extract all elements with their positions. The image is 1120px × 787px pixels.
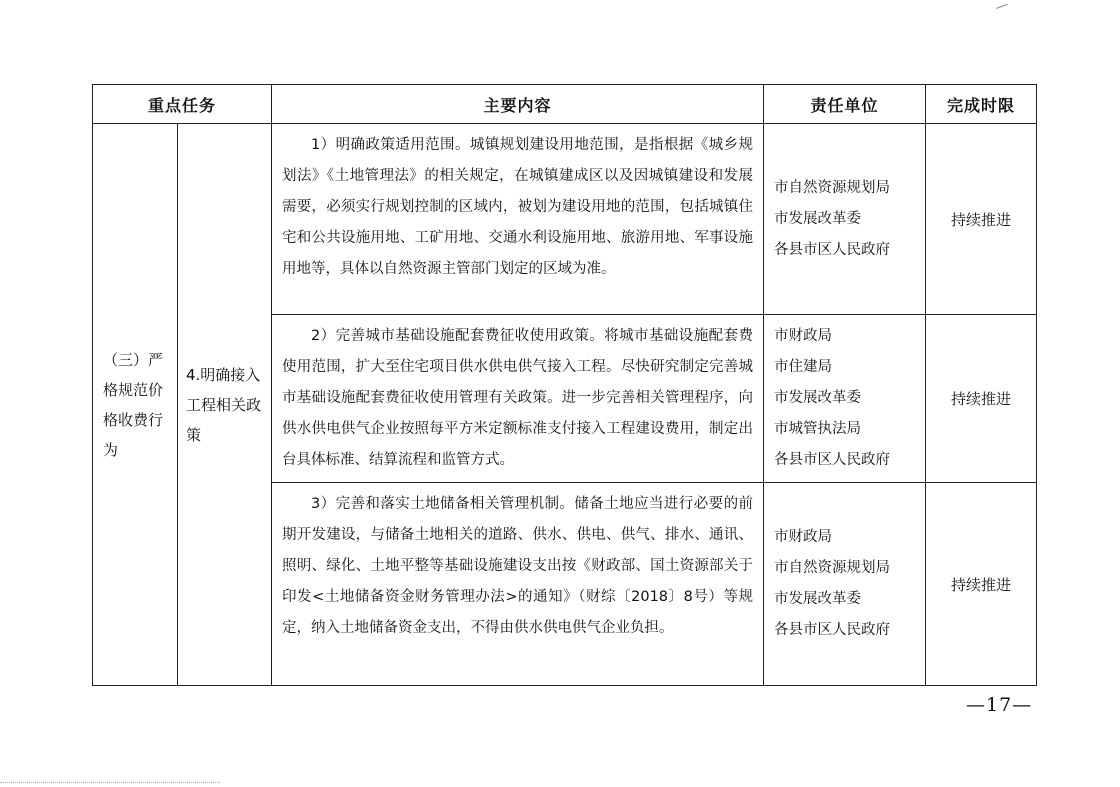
task-main-cell: （三）严格规范价格收费行为 xyxy=(93,124,178,686)
content-cell xyxy=(272,315,764,483)
unit-line: 市发展改革委 xyxy=(774,390,862,406)
content-text: 2）完善城市基础设施配套费征收使用政策。将城市基础设施配套费使用范围，扩大至住宅项目供水供电供气接入工程。尽快研究制定完善城市基础设施配套费征收使用管理有关政策。进一步完善相关管理程序，向供水供电供气企业按照每平方米定额标准支付接入工程建设费用，制定出台具体标准、结算流程和监管方式。 xyxy=(282,328,754,468)
content-cell xyxy=(272,483,764,686)
unit-line: 市财政局 xyxy=(774,328,833,344)
unit-cell xyxy=(764,483,926,686)
unit-line: 市自然资源规划局 xyxy=(774,560,891,576)
header-deadline: 完成时限 xyxy=(926,85,1037,124)
header-content: 主要内容 xyxy=(272,85,764,124)
content-cell xyxy=(272,124,764,315)
content-text: 1）明确政策适用范围。城镇规划建设用地范围，是指根据《城乡规划法》《土地管理法》的相关规定，在城镇建成区以及因城镇建设和发展需要，必须实行规划控制的区域内，被划为建设用地的范围，包括城镇住宅和公共设施用地、工矿用地、交通水利设施用地、旅游用地、军事设施用地等，具体以自然资源主管部门划定的区域为准。 xyxy=(282,137,754,277)
unit-line: 各县市区人民政府 xyxy=(774,241,891,258)
unit-line: 市自然资源规划局 xyxy=(774,179,891,196)
scan-artifact xyxy=(994,0,1008,9)
content-text: 3）完善和落实土地储备相关管理机制。储备土地应当进行必要的前期开发建设，与储备土地相关的道路、供水、供电、供气、排水、通讯、照明、绿化、土地平整等基础设施建设支出按《财政部、国土资源部关于印发<土地储备资金财务管理办法>的通知》（财综〔2018〕8号）等规定，纳入土地储备资金支出，不得由供水供电供气企业负担。 xyxy=(282,496,754,636)
scan-artifact xyxy=(0,782,220,784)
page-number: —17— xyxy=(966,694,1033,716)
unit-line: 市发展改革委 xyxy=(774,210,862,227)
deadline-cell: 持续推进 xyxy=(926,315,1037,483)
unit-line: 各县市区人民政府 xyxy=(774,452,891,468)
task-table xyxy=(92,84,1037,686)
task-sub-cell: 4.明确接入工程相关政策 xyxy=(178,124,272,686)
task-table-container xyxy=(92,84,1036,686)
unit-cell xyxy=(764,124,926,315)
unit-line: 市发展改革委 xyxy=(774,591,862,607)
unit-cell xyxy=(764,315,926,483)
unit-line: 各县市区人民政府 xyxy=(774,622,891,638)
unit-line: 市住建局 xyxy=(774,359,833,375)
table-header-row xyxy=(93,85,1037,124)
header-unit: 责任单位 xyxy=(764,85,926,124)
deadline-cell: 持续推进 xyxy=(926,483,1037,686)
deadline-cell: 持续推进 xyxy=(926,124,1037,315)
unit-line: 市城管执法局 xyxy=(774,421,862,437)
unit-line: 市财政局 xyxy=(774,529,833,545)
header-task: 重点任务 xyxy=(93,85,272,124)
table-row xyxy=(93,124,1037,315)
